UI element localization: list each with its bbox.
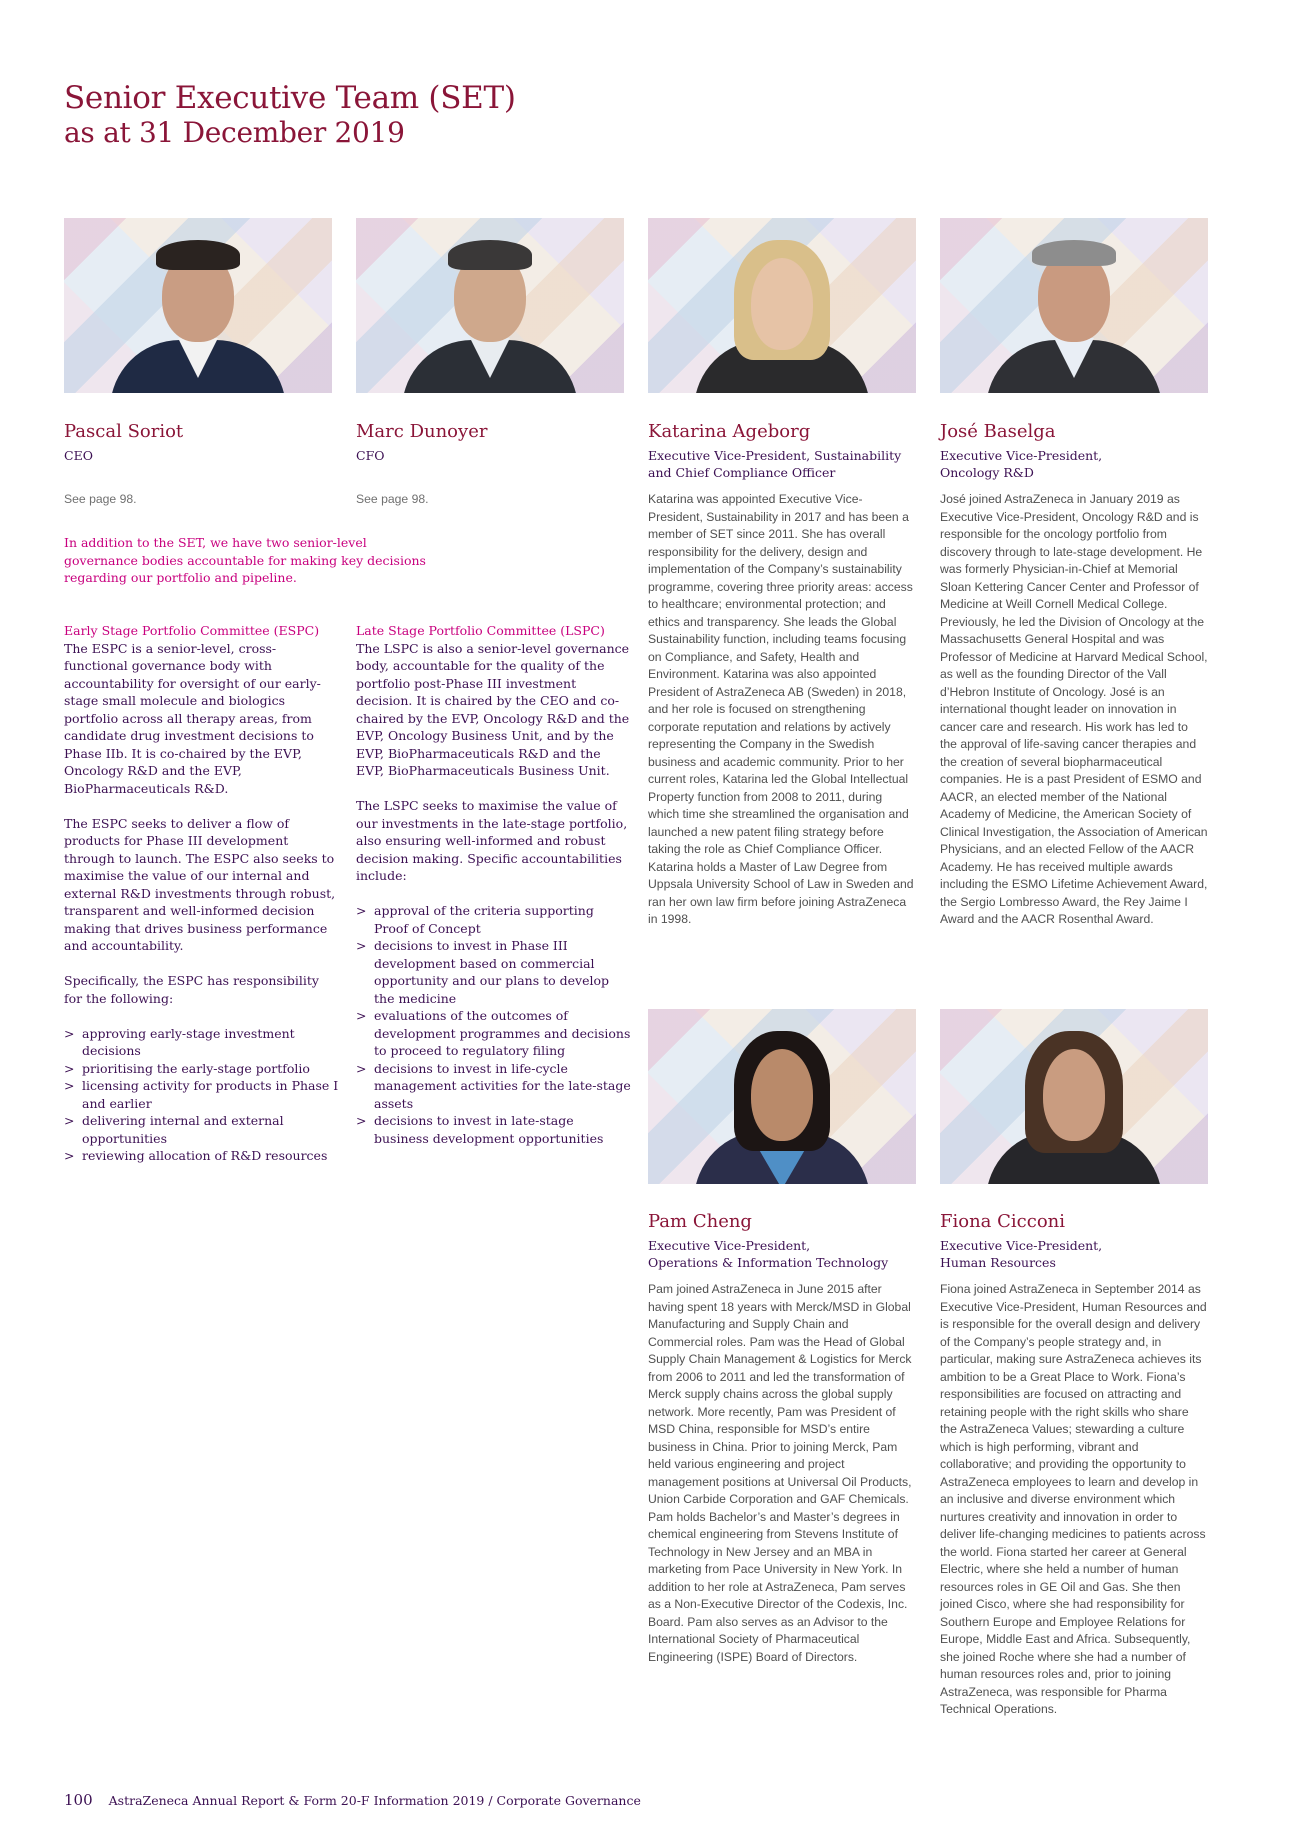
exec-role-line: and Chief Compliance Officer bbox=[648, 465, 836, 480]
exec-name: Marc Dunoyer bbox=[356, 421, 488, 442]
exec-role bbox=[648, 1237, 888, 1271]
photo-marc-dunoyer bbox=[356, 218, 624, 393]
exec-name: Pascal Soriot bbox=[64, 421, 184, 442]
exec-role-line: Executive Vice-President, bbox=[940, 448, 1103, 463]
lspc-paragraph: The LSPC seeks to maximise the value of our investments in the late-stage portfolio, also ensuring well-informed and robust decision making. Specific accountabilities include: bbox=[356, 798, 628, 883]
exec-role bbox=[940, 447, 1102, 481]
exec-role-line: Executive Vice-President, bbox=[648, 1238, 811, 1253]
exec-role-line: Oncology R&D bbox=[940, 465, 1034, 480]
list-item: > delivering internal and external opportunities bbox=[64, 1112, 339, 1147]
photo-katarina-ageborg bbox=[648, 218, 916, 393]
page-heading bbox=[64, 80, 516, 150]
exec-name: José Baselga bbox=[940, 421, 1056, 442]
lspc-title: Late Stage Portfolio Committee (LSPC) bbox=[356, 623, 605, 638]
page-title: Senior Executive Team (SET) bbox=[64, 80, 516, 116]
espc-title: Early Stage Portfolio Committee (ESPC) bbox=[64, 623, 320, 638]
exec-role-line: Operations & Information Technology bbox=[648, 1255, 889, 1270]
exec-role: CEO bbox=[64, 448, 93, 463]
espc-paragraph: The ESPC is a senior-level, cross-functional governance body with accountability for oversight of our early-stage small molecule and biologics portfolio across all therapy areas, from candidate drug investment decisions to Phase IIb. It is co-chaired by the EVP, Oncology R&D and the EVP, BioPharmaceuticals R&D. bbox=[64, 640, 321, 796]
page-footer bbox=[64, 1791, 641, 1809]
photo-pam-cheng bbox=[648, 1009, 916, 1184]
exec-role-line: Executive Vice-President, bbox=[940, 1238, 1103, 1253]
list-item: > evaluations of the outcomes of development programmes and decisions to proceed to regulatory filing bbox=[356, 1007, 631, 1060]
lspc-list bbox=[356, 902, 631, 1147]
lspc-section bbox=[356, 622, 631, 1147]
exec-bio: Fiona joined AstraZeneca in September 2014 as Executive Vice-President, Human Resources and is responsible for the overall design and delivery of the Company’s people strategy and, in particular, making sure AstraZeneca achieves its ambition to be a Great Place to Work. Fiona’s responsibilities are focused on attracting and retaining people with the right skills who share the AstraZeneca Values; stewarding a culture which is high performing, vibrant and collaborative; and providing the opportunity to AstraZeneca employees to learn and develop in an inclusive and diverse environment which nurtures creativity and innovation in order to deliver life-changing medicines to patients across the world. Fiona started her career at General Electric, where she held a number of human resources roles in GE Oil and Gas. She then joined Cisco, where she had responsibility for Southern Europe and Employee Relations for Europe, Middle East and Africa. Subsequently, she joined Roche where she had a number of human resources roles and, prior to joining AstraZeneca, was responsible for Pharma Technical Operations. bbox=[940, 1282, 1207, 1716]
exec-role bbox=[940, 1237, 1102, 1271]
page-subtitle: as at 31 December 2019 bbox=[64, 116, 405, 149]
exec-role-line: Executive Vice-President, Sustainability bbox=[648, 448, 902, 463]
exec-name: Pam Cheng bbox=[648, 1211, 752, 1232]
see-page-note: See page 98. bbox=[356, 492, 429, 506]
page-number: 100 bbox=[64, 1791, 93, 1809]
lspc-paragraph: The LSPC is also a senior-level governance body, accountable for the quality of the portfolio post-Phase III investment decision. It is chaired by the CEO and co-chaired by the EVP, Oncology R&D and the EVP, Oncology Business Unit, and by the EVP, BioPharmaceuticals R&D and the EVP, BioPharmaceuticals Business Unit. bbox=[356, 640, 630, 778]
espc-list bbox=[64, 1025, 339, 1165]
list-item: > approving early-stage investment decisions bbox=[64, 1025, 339, 1060]
photo-jose-baselga bbox=[940, 218, 1208, 393]
exec-bio: José joined AstraZeneca in January 2019 as Executive Vice-President, Oncology R&D and is responsible for the oncology portfolio from discovery through to late-stage development. He was formerly Physician-in-Chief at Memorial Sloan Kettering Cancer Center and Professor of Medicine at Weill Cornell Medical College. Previously, he led the Division of Oncology at the Massachusetts General Hospital and was Professor of Medicine at Harvard Medical School, as well as the founding Director of the Vall d’Hebron Institute of Oncology. José is an international thought leader on innovation in cancer care and research. His work has led to the approval of life-saving cancer therapies and the creation of several biopharmaceutical companies. He is a past President of ESMO and AACR, an elected member of the National Academy of Medicine, the American Society of Clinical Investigation, the Association of American Physicians, and an elected Fellow of the AACR Academy. He has received multiple awards including the ESMO Lifetime Achievement Award, the Sergio Lombresso Award, the Rey Jaime I Award and the AACR Rosenthal Award. bbox=[940, 492, 1208, 926]
espc-paragraph: Specifically, the ESPC has responsibility for the following: bbox=[64, 973, 319, 1006]
list-item: > reviewing allocation of R&D resources bbox=[64, 1147, 339, 1165]
footer-text: AstraZeneca Annual Report & Form 20-F Information 2019 / Corporate Governance bbox=[108, 1793, 641, 1808]
see-page-note: See page 98. bbox=[64, 492, 137, 506]
photo-pascal-soriot bbox=[64, 218, 332, 393]
exec-role: CFO bbox=[356, 448, 385, 463]
list-item: > prioritising the early-stage portfolio bbox=[64, 1060, 339, 1078]
exec-bio: Pam joined AstraZeneca in June 2015 after having spent 18 years with Merck/MSD in Global Manufacturing and Supply Chain and Commercial roles. Pam was the Head of Global Supply Chain Management & Logistics for Merck from 2006 to 2011 and led the transformation of Merck supply chains across the global supply network. More recently, Pam was President of MSD China, responsible for MSD’s entire business in China. Prior to joining Merck, Pam held various engineering and project management positions at Universal Oil Products, Union Carbide Corporation and GAF Chemicals. Pam holds Bachelor’s and Master’s degrees in chemical engineering from Stevens Institute of Technology in New Jersey and an MBA in marketing from Pace University in New York. In addition to her role at AstraZeneca, Pam serves as a Non-Executive Director of the Codexis, Inc. Board. Pam also serves as an Advisor to the International Society of Pharmaceutical Engineering (ISPE) Board of Directors. bbox=[648, 1282, 912, 1664]
list-item: > licensing activity for products in Phase I and earlier bbox=[64, 1077, 339, 1112]
espc-section bbox=[64, 622, 339, 1165]
photo-fiona-cicconi bbox=[940, 1009, 1208, 1184]
list-item: > decisions to invest in Phase III development based on commercial opportunity and our plans to develop the medicine bbox=[356, 937, 631, 1007]
governance-intro: In addition to the SET, we have two senior-level governance bodies accountable for making key decisions regarding our portfolio and pipeline. bbox=[64, 535, 426, 585]
exec-name: Fiona Cicconi bbox=[940, 1211, 1066, 1232]
list-item: > decisions to invest in late-stage business development opportunities bbox=[356, 1112, 631, 1147]
espc-paragraph: The ESPC seeks to deliver a flow of products for Phase III development through to launch. The ESPC also seeks to maximise the value of our internal and external R&D investments through robust, transparent and well-informed decision making that drives business performance and accountability. bbox=[64, 815, 336, 953]
exec-name: Katarina Ageborg bbox=[648, 421, 811, 442]
exec-bio: Katarina was appointed Executive Vice-President, Sustainability in 2017 and has been a member of SET since 2011. She has overall responsibility for the delivery, design and implementation of the Company’s sustainability programme, covering three priority areas: access to healthcare; environmental protection; and ethics and transparency. She leads the Global Sustainability function, including teams focusing on Compliance, and Safety, Health and Environment. Katarina was also appointed President of AstraZeneca AB (Sweden) in 2018, and her role is focused on strengthening corporate reputation and relations by actively representing the Company in the Swedish business and academic community. Prior to her current roles, Katarina led the Global Intellectual Property function from 2008 to 2011, during which time she streamlined the organisation and launched a new patent filing strategy before taking the role as Chief Compliance Officer. Katarina holds a Master of Law Degree from Uppsala University School of Law in Sweden and ran her own law firm before joining AstraZeneca in 1998. bbox=[648, 492, 914, 926]
exec-role-line: Human Resources bbox=[940, 1255, 1056, 1270]
list-item: > decisions to invest in life-cycle management activities for the late-stage assets bbox=[356, 1060, 631, 1113]
list-item: > approval of the criteria supporting Proof of Concept bbox=[356, 902, 631, 937]
exec-role bbox=[648, 447, 901, 481]
